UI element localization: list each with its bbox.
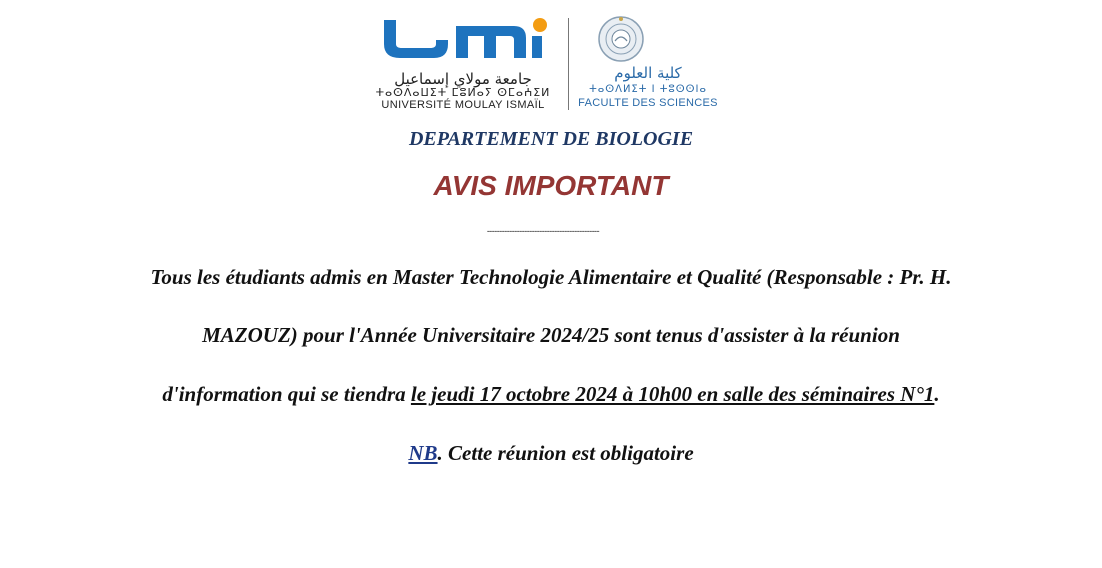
notice-line-3-prefix: d'information qui se tiendra <box>162 382 411 406</box>
university-name-latin: UNIVERSITÉ MOULAY ISMAÏL <box>381 99 545 111</box>
nb-link[interactable]: NB <box>408 441 438 465</box>
department-heading: DEPARTEMENT DE BIOLOGIE <box>408 128 694 150</box>
university-name-tifinagh: ⵜⴰⵙⴷⴰⵡⵉⵜ ⵎⵓⵍⴰⵢ ⵙⵎⴰⵄⵉⵍ <box>375 86 551 99</box>
university-name-arabic: جامعة مولاي إسماعيل <box>394 70 532 88</box>
nb-text: . Cette réunion est obligatoire <box>437 441 694 465</box>
notice-line-3 <box>0 382 1102 407</box>
faculty-name-tifinagh: ⵜⴰⵙⴷⵍⵉⵜ ⵏ ⵜⵓⵙⵙⵏⴰ <box>589 84 707 95</box>
notice-line-1: Tous les étudiants admis en Master Technologie Alimentaire et Qualité (Responsable : Pr. H. <box>150 265 952 289</box>
header-logos <box>368 12 728 112</box>
separator-line: --------------------------------------------- <box>486 226 600 236</box>
nb-note <box>0 441 1102 466</box>
faculty-name-latin: FACULTE DES SCIENCES <box>578 97 718 109</box>
faculty-name-arabic: كلية العلوم <box>614 64 682 82</box>
meeting-date-location: le jeudi 17 octobre 2024 à 10h00 en salle des séminaires N°1 <box>410 382 935 406</box>
logo-divider <box>568 18 569 110</box>
notice-title: AVIS IMPORTANT <box>433 170 669 201</box>
notice-line-3-suffix: . <box>934 382 940 406</box>
faculty-seal-icon <box>586 14 656 64</box>
umi-logo <box>376 16 556 66</box>
notice-line-2: MAZOUZ) pour l'Année Universitaire 2024/25 sont tenus d'assister à la réunion <box>202 323 900 347</box>
